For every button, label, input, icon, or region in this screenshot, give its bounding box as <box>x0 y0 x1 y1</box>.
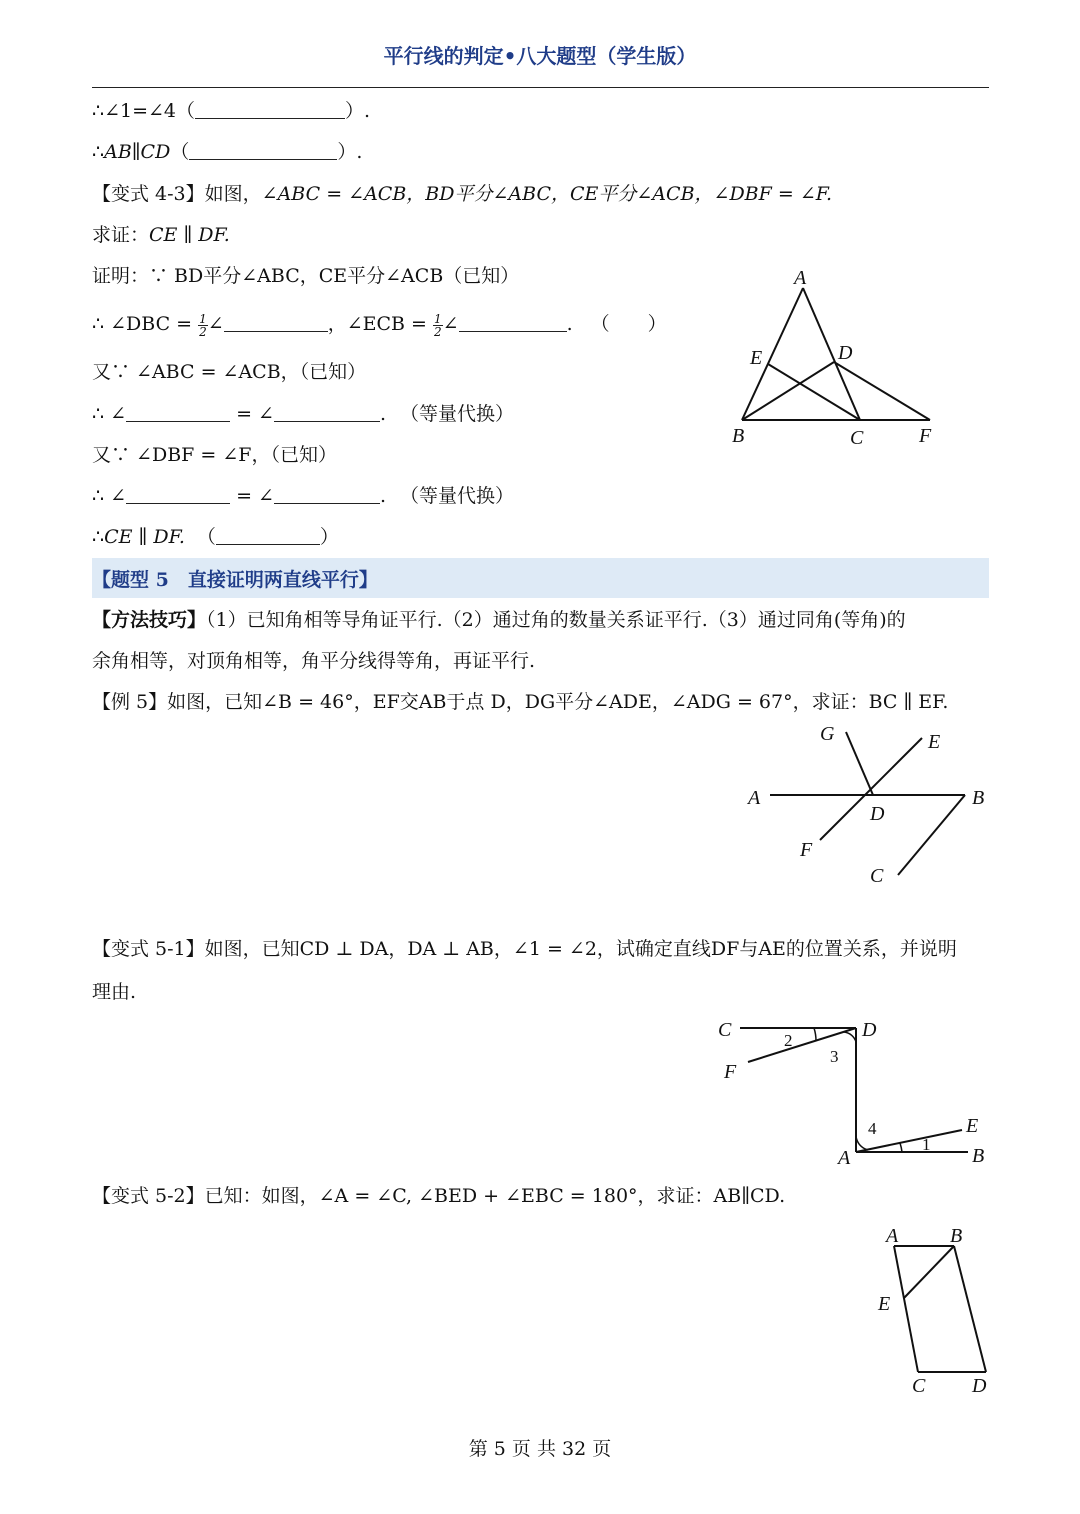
label-a: A <box>886 1225 899 1247</box>
proof-text: . <box>566 313 573 335</box>
arc-angle-3 <box>844 1032 856 1042</box>
segment-ac <box>894 1246 918 1372</box>
label-f: F <box>919 425 932 447</box>
proof-step-5: 又∵ ∠DBF = ∠F，（已知） <box>92 444 337 466</box>
proof-line-ab-parallel-cd <box>92 139 362 165</box>
method-text: （1）已知角相等导角证平行.（2）通过角的数量关系证平行.（3）通过同角(等角)的 <box>206 609 906 631</box>
label-e: E <box>928 731 941 753</box>
label-e: E <box>750 347 763 369</box>
proof-step-3: 又∵ ∠ABC = ∠ACB，（已知） <box>92 361 367 383</box>
answer-blank[interactable] <box>274 403 380 422</box>
label-b: B <box>950 1225 963 1247</box>
label-e: E <box>966 1115 979 1137</box>
label-angle-3: 3 <box>830 1047 839 1066</box>
proof-text: ∴ <box>92 526 105 548</box>
segment-bd <box>954 1246 986 1372</box>
proof-text: . <box>379 485 387 507</box>
example-text: 如图，已知∠B = 46°，EF交AB于点 D，DG平分∠ADE，∠ADG = 67°，求证：BC ∥ EF. <box>167 691 949 713</box>
answer-blank[interactable] <box>274 485 380 504</box>
label-e: E <box>878 1293 891 1315</box>
variant-text: 如图，已知CD ⊥ DA，DA ⊥ AB，∠1 = ∠2，试确定直线DF与AE的位置关系，并说明 <box>204 938 957 960</box>
proof-expr: CE ∥ DF. <box>104 526 185 548</box>
ray-dg <box>846 732 873 795</box>
fraction-one-half: $\frac{1}{2}$ <box>434 311 442 339</box>
ray-df <box>748 1028 856 1062</box>
label-d: D <box>870 803 885 825</box>
prove-label: 求证： <box>92 224 150 246</box>
variant-tag: 【变式 5-1】 <box>92 938 205 960</box>
method-tips-line-2: 余角相等，对顶角相等，角平分线得等角，再证平行. <box>92 650 536 672</box>
angle-symbol: ∠ <box>442 313 459 335</box>
proof-text: = ∠ <box>230 403 274 425</box>
proof-text: = ∠ <box>230 485 274 507</box>
proof-expr: AB∥CD <box>104 141 171 163</box>
figure-example-5 <box>740 720 1000 890</box>
figure-variant-5-1 <box>710 1010 1000 1170</box>
label-f: F <box>800 839 813 861</box>
label-d: D <box>972 1375 987 1397</box>
label-b: B <box>972 787 985 809</box>
page-header-title: 平行线的判定•八大题型（学生版） <box>383 44 697 68</box>
proof-step-4 <box>92 401 514 427</box>
answer-blank[interactable] <box>459 313 567 332</box>
proof-text: ）. <box>345 100 371 122</box>
variant-intro: 如图， <box>204 183 262 205</box>
label-a: A <box>794 267 807 289</box>
example-5-statement <box>92 689 948 715</box>
variant-4-3-statement <box>92 181 832 207</box>
variant-5-1-line-2: 理由. <box>92 981 137 1003</box>
segment-ce <box>768 364 860 420</box>
segment-be <box>904 1246 954 1298</box>
method-tag: 【方法技巧】 <box>92 609 207 631</box>
reason-text: （等量代换） <box>400 403 515 425</box>
proof-text: （ <box>196 526 216 548</box>
label-f: F <box>724 1061 737 1083</box>
label-a: A <box>748 787 761 809</box>
answer-blank[interactable] <box>224 313 328 332</box>
answer-blank[interactable] <box>189 141 337 160</box>
proof-step-6 <box>92 483 514 509</box>
label-angle-4: 4 <box>868 1119 877 1138</box>
page-footer: 第 5 页 共 32 页 <box>468 1438 612 1460</box>
label-b: B <box>732 425 745 447</box>
answer-blank[interactable] <box>216 526 320 545</box>
proof-step-2 <box>92 311 667 338</box>
proof-text: ∴ ∠DBC = <box>92 313 199 335</box>
variant-statement: ∠ABC = ∠ACB，BD平分∠ABC，CE平分∠ACB，∠DBF = ∠F. <box>261 183 833 205</box>
proof-text: ） <box>319 526 339 548</box>
variant-5-1-line-1 <box>92 936 957 962</box>
proof-text: . <box>379 403 387 425</box>
label-b: B <box>972 1145 985 1167</box>
variant-text: 已知：如图，∠A = ∠C, ∠BED + ∠EBC = 180°，求证：AB∥CD. <box>204 1185 786 1207</box>
proof-text: ）. <box>337 141 363 163</box>
figure-variant-5-2 <box>870 1220 1010 1400</box>
section-title: 【题型 5 直接证明两直线平行】 <box>92 569 378 591</box>
label-angle-2: 2 <box>784 1031 793 1050</box>
proof-text: ∴ <box>92 141 105 163</box>
header-rule <box>92 87 989 88</box>
proof-text: ，∠ECB = <box>327 313 433 335</box>
proof-text: ∴∠1=∠4（ <box>92 100 196 122</box>
proof-step-1: 证明：∵ BD平分∠ABC，CE平分∠ACB（已知） <box>92 265 520 287</box>
proof-step-7 <box>92 524 339 550</box>
reason-text: （等量代换） <box>400 485 515 507</box>
reason-paren[interactable]: （ ） <box>590 313 667 335</box>
label-c: C <box>850 427 864 449</box>
label-d: D <box>862 1019 877 1041</box>
arc-angle-2 <box>814 1028 816 1041</box>
variant-4-3-prove <box>92 222 230 248</box>
prove-expr: CE ∥ DF. <box>149 224 230 246</box>
example-tag: 【例 5】 <box>92 691 168 713</box>
variant-tag: 【变式 4-3】 <box>92 183 205 205</box>
arc-angle-1 <box>900 1143 902 1152</box>
variant-5-2-statement <box>92 1183 785 1209</box>
variant-tag: 【变式 5-2】 <box>92 1185 205 1207</box>
label-g: G <box>820 723 835 745</box>
answer-blank[interactable] <box>195 100 345 119</box>
proof-line-angle1-angle4 <box>92 98 370 124</box>
answer-blank[interactable] <box>126 403 230 422</box>
method-tips-line-1 <box>92 607 906 633</box>
label-angle-1: 1 <box>922 1135 931 1154</box>
angle-symbol: ∠ <box>207 313 224 335</box>
answer-blank[interactable] <box>126 485 230 504</box>
label-d: D <box>838 342 853 364</box>
proof-text: （ <box>170 141 190 163</box>
arc-angle-4 <box>856 1136 868 1150</box>
figure-triangle-abc <box>720 260 960 460</box>
label-c: C <box>870 865 884 887</box>
proof-text: ∴ ∠ <box>92 403 127 425</box>
proof-text: ∴ ∠ <box>92 485 127 507</box>
label-a: A <box>838 1147 851 1169</box>
line-bc <box>898 795 965 875</box>
label-c: C <box>912 1375 926 1397</box>
fraction-one-half: $\frac{1}{2}$ <box>199 311 207 339</box>
label-c: C <box>718 1019 732 1041</box>
